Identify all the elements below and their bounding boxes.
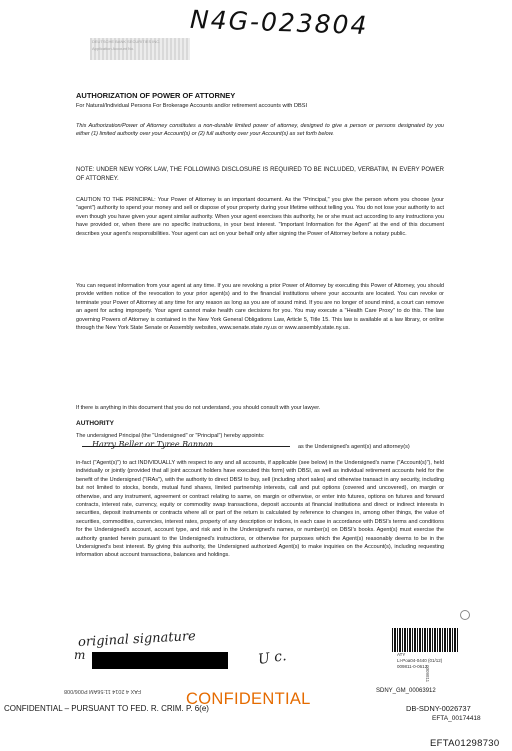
info-paragraph: You can request information from your agent at any time. If you are revoking a prior Power of Attorney by executing this Power of Attorney, you should provide written notice of the revocation to your prior agent(s) and to the financial institutions where your accounts are located. You can revoke or terminate your Power of Attorney at any time for any reason as long as you are of sound mind. If you are no longer of sound mind, a court can remove an agent for acting improperly. Your agent cannot make health care decisions for you. You may execute a "Health Care Proxy" to do this. The law governing Powers of Attorney is contained in the New York General Obligations Law, Article 5, Title 15. This law is available at a law library, or online through the New York State Senate or Assembly websites, www.senate.state.ny.us or www.assembly.state.ny.us. [76,283,444,332]
efta-small-number: EFTA_00174418 [432,715,481,722]
redaction-box [92,652,228,669]
barcode-caption-line-1: ATY [397,652,406,657]
db-sdny-number: DB-SDNY-0026737 [406,704,471,713]
agent-suffix: as the Undersigned's agent(s) and attorney(s) [298,444,410,450]
barcode-caption [397,652,442,670]
efta-large-number: EFTA01298730 [430,738,500,749]
stamp-line-2: Application Account No. [92,46,135,51]
ny-law-note: NOTE: UNDER NEW YORK LAW, THE FOLLOWING DISCLOSURE IS REQUIRED TO BE INCLUDED, VERBATIM, IN EVERY POWER OF ATTORNEY. [76,167,444,182]
stamp-line-1: DEUTSCHE BANK SECURITIES INC. [92,39,161,44]
barcode-caption-line-2: LI-Poa04-0440 (01/12) [397,658,443,663]
signature-scribble: U c. [257,648,288,668]
barcode-caption-line-3: 009811-0-0612 [397,664,428,669]
upside-down-fax-header: FAX 4 2014 11:56AM P006/008 [64,688,141,694]
handwritten-original-signature-note: original signature [77,628,197,651]
appoint-line: The undersigned Principal (the "Undersigned" or "Principal") hereby appoints: [76,433,265,439]
caution-paragraph: CAUTION TO THE PRINCIPAL: Your Power of Attorney is an important document. As the "Principal," you give the person whom you choose (your "agent") authority to spend your money and sell or dispose of your property during your lifetime without telling you. You do not lose your authority to act even though you have given your agent similar authority. When your agent exercises this authority, he or she must act according to any instructions you have provided or, when there are no specific instructions, in your best interest. "Important Information for the Agent" at the end of this document describes your agent's responsibilities. Your agent can act on your behalf only after signing the Power of Attorney before a notary public. [76,197,444,237]
confidential-stamp: CONFIDENTIAL [186,690,311,708]
rotated-side-text: 0009811 [425,665,430,683]
stray-mark [460,610,470,620]
agent-name-field [82,440,454,458]
bank-stamp [90,38,190,60]
form-subtitle: For Natural/Individual Persons For Brokerage Accounts and/or retirement accounts with DBSI [76,103,308,109]
confidential-legend: CONFIDENTIAL – PURSUANT TO FED. R. CRIM. P. 6(e) [4,704,209,713]
form-title: AUTHORIZATION OF POWER OF ATTORNEY [76,91,236,100]
sdny-gm-number: SDNY_GM_00063912 [376,688,436,694]
barcode [392,628,458,652]
case-number: N4G-023804 [189,4,369,41]
agent-names-handwritten: Harry Beller or Tyree Bannon [92,440,214,449]
authority-heading: AUTHORITY [76,420,114,427]
understand-note: If there is anything in this document that you do not understand, you should consult with your lawyer. [76,405,321,411]
authority-body: in-fact ("Agent(s)") to act INDIVIDUALLY with respect to any and all accounts, if applicable (see below) in the Undersigned's name ("Account(s)"), held individually or jointly (provided that all joint account holders have executed this form) with DBSI, as well as individual retirement accounts held for the benefit of the Undersigned ("IRAs"), with the authority to direct DBSI to buy, sell (including short sales) and otherwise transact in any security, including but not limited to stocks, bonds, mutual fund shares, limited partnership interests, call and put options (covered and uncovered), on margin or otherwise, and any instrument, agreement or contract relating to same, on margin or otherwise, or enter into futures, options on futures and forward contracts, interest rate, currency, equity or commodity swap transactions, deposit accounts at financial institutions and direct or indirect interests in securities, deposit instruments or contracts where all or part of the return is calculated by reference to changes in, among other things, the value of securities, commodities, currencies, interest rates, property of any description or indices, in each case in accordance with DBSI's terms and conditions for the Undersigned's account, account type, and risk and in the Undersigned's names, or number(s) on DBSI's books. Agent(s) must exercise the authority granted herein pursuant to the Undersigned's instructions, or otherwise for purposes which the Agent(s) reasonably deems to be in the Undersigned's best interest. By giving this authority, the Undersigned authorized Agent(s) to make inquiries on the Account(s), including requesting information about account transactions, balances and holdings. [76,460,444,559]
intro-paragraph: This Authorization/Power of Attorney constitutes a non-durable limited power of attorney, designed to give a person or persons designated by you either (1) limited authority over your Account(s) or (2) full authority over your Account(s) as set forth below. [76,123,444,138]
handwritten-initial: m [74,648,86,662]
